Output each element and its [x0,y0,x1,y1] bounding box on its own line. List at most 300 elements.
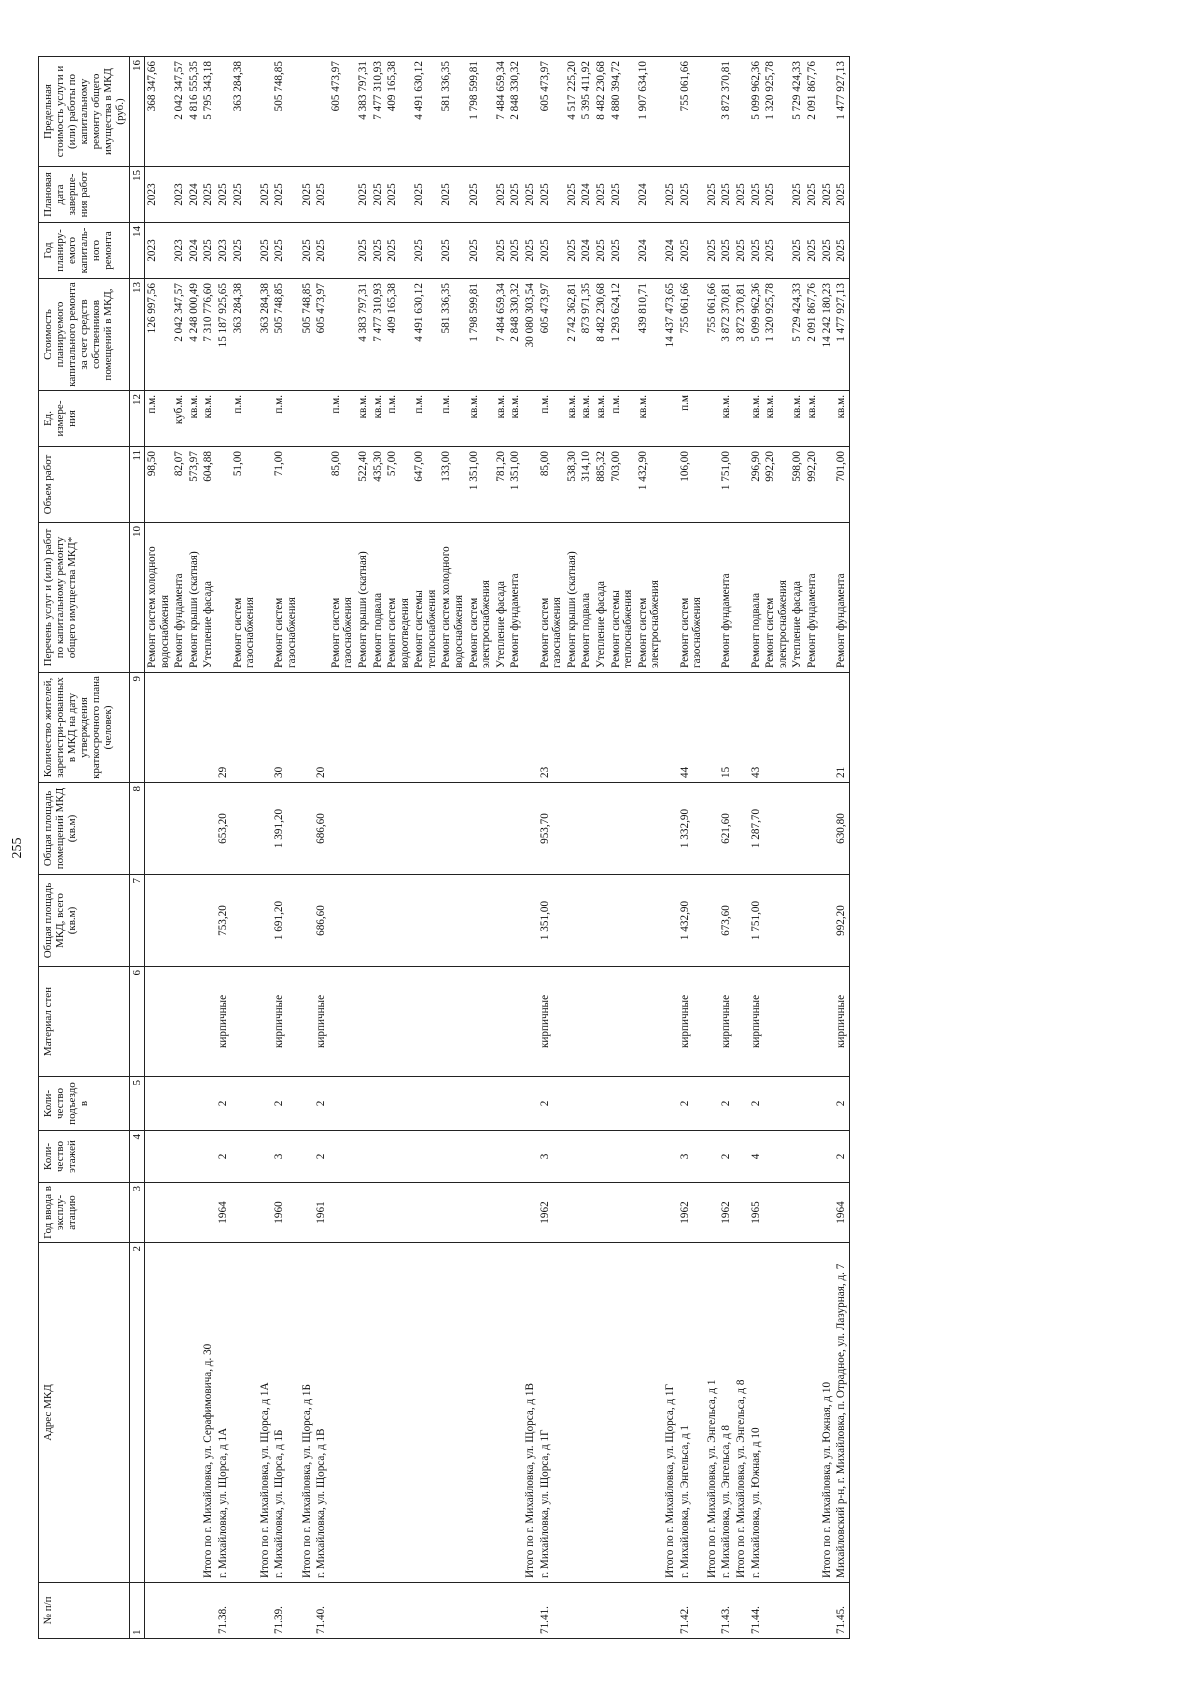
wall-material [609,967,636,1077]
house-row [749,57,764,1639]
column-number-3: 3 [130,1183,145,1243]
rooms-area [734,783,749,875]
floors-count: 4 [749,1131,764,1183]
entrances-count: 2 [834,1077,849,1131]
residents-count [820,673,835,783]
wall-material [172,967,187,1077]
year-built [172,1183,187,1243]
work-volume [734,447,749,523]
repair-year: 2025 [385,223,412,279]
row-number [412,1583,439,1639]
work-volume: 85,00 [538,447,565,523]
year-built: 1962 [538,1183,565,1243]
floors-count [258,1131,273,1183]
wall-material: кирпичные [749,967,764,1077]
column-number-6: 6 [130,967,145,1077]
rooms-area: 1 332,90 [678,783,705,875]
address [385,1243,412,1583]
year-built: 1961 [314,1183,329,1243]
work-cost: 4 248 000,49 [187,279,202,391]
entrances-count [508,1077,523,1131]
work-cost: 3 872 370,81 [719,279,734,391]
work-volume: 703,00 [609,447,636,523]
total-area [663,875,678,967]
work-unit [820,391,835,447]
rooms-area: 953,70 [538,783,565,875]
work-name: Ремонт систем электроснабжения [763,523,790,673]
limit-cost: 581 336,35 [439,57,466,167]
entrances-count [145,1077,173,1131]
register-sheet [10,57,1148,1639]
limit-cost: 5 099 962,36 [749,57,764,167]
address: г. Михайловка, ул. Энгельса, д 1 [678,1243,705,1583]
completion-date: 2025 [820,167,835,223]
entrances-count [705,1077,720,1131]
rooms-area [187,783,202,875]
residents-count [371,673,386,783]
total-row [663,57,678,1639]
work-name [258,523,273,673]
year-built [523,1183,538,1243]
floors-count [187,1131,202,1183]
total-area [805,875,820,967]
completion-date: 2025 [609,167,636,223]
year-built [231,1183,258,1243]
year-built: 1960 [272,1183,299,1243]
entrances-count: 2 [678,1077,705,1131]
completion-date: 2025 [719,167,734,223]
row-number [594,1583,609,1639]
entrances-count [412,1077,439,1131]
limit-cost: 363 284,38 [231,57,258,167]
total-area [763,875,790,967]
work-cost: 505 748,85 [272,279,299,391]
column-header-4: Коли-чество этажей [39,1131,130,1183]
house-row [216,57,231,1639]
total-row [523,57,538,1639]
entrances-count: 2 [719,1077,734,1131]
address [494,1243,509,1583]
wall-material [508,967,523,1077]
entrances-count [636,1077,663,1131]
residents-count [565,673,580,783]
total-area [820,875,835,967]
rooms-area [663,783,678,875]
house-row [314,57,329,1639]
work-unit: кв.м. [636,391,663,447]
year-built [734,1183,749,1243]
address [231,1243,258,1583]
floors-count: 3 [678,1131,705,1183]
limit-cost: 505 748,85 [272,57,299,167]
house-row [719,57,734,1639]
total-area [371,875,386,967]
work-name: Ремонт систем водоотведения [385,523,412,673]
work-name: Ремонт систем газоснабжения [678,523,705,673]
work-unit: кв.м. [834,391,849,447]
wall-material [734,967,749,1077]
floors-count [467,1131,494,1183]
wall-material [385,967,412,1077]
address [790,1243,805,1583]
residents-count [594,673,609,783]
repair-year: 2023 [216,223,231,279]
total-label: Итого по г. Михайловка, ул. Щорса, д 1В [523,1243,538,1583]
year-built [763,1183,790,1243]
work-row [790,57,805,1639]
address [439,1243,466,1583]
work-volume: 98,50 [145,447,173,523]
completion-date: 2025 [494,167,509,223]
repair-year: 2025 [705,223,720,279]
column-number-15: 15 [130,167,145,223]
rooms-area: 630,80 [834,783,849,875]
limit-cost: 1 477 927,13 [834,57,849,167]
rooms-area [371,783,386,875]
limit-cost: 4 880 394,72 [609,57,636,167]
limit-cost: 7 484 659,34 [494,57,509,167]
residents-count [663,673,678,783]
work-volume: 57,00 [385,447,412,523]
wall-material [329,967,356,1077]
work-cost: 15 187 925,65 [216,279,231,391]
address [145,1243,173,1583]
wall-material [412,967,439,1077]
repair-year: 2024 [663,223,678,279]
house-row [678,57,705,1639]
work-volume [314,447,329,523]
work-volume: 51,00 [231,447,258,523]
column-number-11: 11 [130,447,145,523]
wall-material: кирпичные [314,967,329,1077]
work-cost: 4 383 797,31 [356,279,371,391]
floors-count [329,1131,356,1183]
floors-count [300,1131,315,1183]
entrances-count [820,1077,835,1131]
total-row [201,57,216,1639]
column-header-13: Стоимость планируемого капитального ремонта за счет средств собственников помещений в МКД, [39,279,130,391]
floors-count [494,1131,509,1183]
completion-date: 2025 [201,167,216,223]
total-area [790,875,805,967]
work-row [172,57,187,1639]
entrances-count [763,1077,790,1131]
column-number-12: 12 [130,391,145,447]
row-number [609,1583,636,1639]
year-built [790,1183,805,1243]
repair-year: 2025 [439,223,466,279]
work-name: Ремонт крыши (скатная) [187,523,202,673]
total-area [579,875,594,967]
address: г. Михайловка, ул. Щорса, д 1В [314,1243,329,1583]
row-number [371,1583,386,1639]
limit-cost: 7 477 310,93 [371,57,386,167]
column-number-7: 7 [130,875,145,967]
repair-year: 2025 [272,223,299,279]
total-area [385,875,412,967]
total-area [258,875,273,967]
rooms-area [609,783,636,875]
work-unit: кв.м. [719,391,734,447]
total-row [705,57,720,1639]
floors-count [371,1131,386,1183]
entrances-count [231,1077,258,1131]
work-row [805,57,820,1639]
work-cost: 505 748,85 [300,279,315,391]
rooms-area [494,783,509,875]
year-built [439,1183,466,1243]
column-header-14: Год планиру-емого капиталь-ного ремонта [39,223,130,279]
work-row [508,57,523,1639]
work-row [636,57,663,1639]
limit-cost [734,57,749,167]
completion-date: 2025 [385,167,412,223]
work-name [734,523,749,673]
entrances-count [594,1077,609,1131]
wall-material [805,967,820,1077]
year-built [579,1183,594,1243]
residents-count [412,673,439,783]
work-name: Утепление фасада [790,523,805,673]
completion-date: 2023 [145,167,173,223]
repair-year: 2025 [719,223,734,279]
work-volume: 992,20 [805,447,820,523]
row-number: 71.44. [749,1583,764,1639]
year-built [609,1183,636,1243]
work-cost: 755 061,66 [678,279,705,391]
work-row [412,57,439,1639]
wall-material: кирпичные [216,967,231,1077]
completion-date: 2025 [834,167,849,223]
column-header-16: Предельная стоимость услуги и (или) работы по капитальному ремонту общего имущества в МКД (руб.) [39,57,130,167]
entrances-count [187,1077,202,1131]
address [609,1243,636,1583]
residents-count [467,673,494,783]
year-built [187,1183,202,1243]
house-row [538,57,565,1639]
residents-count [609,673,636,783]
repair-year: 2025 [314,223,329,279]
wall-material: кирпичные [272,967,299,1077]
floors-count [594,1131,609,1183]
repair-year: 2025 [467,223,494,279]
work-cost: 409 165,38 [385,279,412,391]
work-unit [314,391,329,447]
address [579,1243,594,1583]
entrances-count [494,1077,509,1131]
row-number [820,1583,835,1639]
row-number [145,1583,173,1639]
residents-count [705,673,720,783]
limit-cost: 8 482 230,68 [594,57,609,167]
floors-count: 3 [272,1131,299,1183]
work-unit: кв.м. [201,391,216,447]
row-number [790,1583,805,1639]
residents-count: 44 [678,673,705,783]
work-unit [523,391,538,447]
wall-material [565,967,580,1077]
floors-count [636,1131,663,1183]
entrances-count [579,1077,594,1131]
wall-material: кирпичные [834,967,849,1077]
row-number [663,1583,678,1639]
rooms-area [763,783,790,875]
work-cost: 1 477 927,13 [834,279,849,391]
total-area [145,875,173,967]
work-row [439,57,466,1639]
entrances-count [609,1077,636,1131]
year-built [565,1183,580,1243]
work-cost: 2 091 867,76 [805,279,820,391]
wall-material: кирпичные [538,967,565,1077]
repair-year: 2025 [356,223,371,279]
row-number [763,1583,790,1639]
residents-count [805,673,820,783]
column-header-11: Объем работ [39,447,130,523]
work-name: Утепление фасада [494,523,509,673]
work-volume: 573,97 [187,447,202,523]
entrances-count: 2 [216,1077,231,1131]
total-area [636,875,663,967]
completion-date: 2025 [300,167,315,223]
limit-cost: 5 795 343,18 [201,57,216,167]
row-number [734,1583,749,1639]
residents-count: 43 [749,673,764,783]
limit-cost: 409 165,38 [385,57,412,167]
entrances-count: 2 [538,1077,565,1131]
completion-date: 2025 [508,167,523,223]
completion-date: 2025 [734,167,749,223]
work-cost: 605 473,97 [538,279,565,391]
year-built [467,1183,494,1243]
completion-date: 2025 [805,167,820,223]
work-cost: 7 484 659,34 [494,279,509,391]
row-number [356,1583,371,1639]
repair-year: 2025 [538,223,565,279]
completion-date: 2025 [538,167,565,223]
row-number: 71.39. [272,1583,299,1639]
floors-count [508,1131,523,1183]
repair-year: 2025 [523,223,538,279]
repair-year: 2025 [594,223,609,279]
work-unit: п.м [678,391,705,447]
total-area [467,875,494,967]
residents-count [523,673,538,783]
work-row [356,57,371,1639]
entrances-count [300,1077,315,1131]
repair-year: 2025 [300,223,315,279]
completion-date: 2025 [314,167,329,223]
address [412,1243,439,1583]
address [508,1243,523,1583]
work-name: Ремонт подвала [749,523,764,673]
work-name: Ремонт фундамента [719,523,734,673]
year-built [371,1183,386,1243]
entrances-count [663,1077,678,1131]
floors-count: 3 [538,1131,565,1183]
year-built [494,1183,509,1243]
residents-count [385,673,412,783]
limit-cost: 5 729 424,33 [790,57,805,167]
limit-cost: 4 491 630,12 [412,57,439,167]
repair-year: 2025 [678,223,705,279]
wall-material [763,967,790,1077]
work-unit: кв.м. [356,391,371,447]
address: г. Михайловка, ул. Щорса, д 1Б [272,1243,299,1583]
completion-date: 2025 [439,167,466,223]
limit-cost: 5 395 411,92 [579,57,594,167]
address [594,1243,609,1583]
work-volume [820,447,835,523]
total-area [356,875,371,967]
repair-year: 2025 [412,223,439,279]
repair-year: 2025 [834,223,849,279]
work-cost: 363 284,38 [231,279,258,391]
rooms-area [705,783,720,875]
row-number [565,1583,580,1639]
row-number [258,1583,273,1639]
entrances-count [439,1077,466,1131]
limit-cost [705,57,720,167]
wall-material [579,967,594,1077]
work-unit: кв.м. [805,391,820,447]
work-name: Ремонт крыши (скатная) [565,523,580,673]
total-row [300,57,315,1639]
work-volume: 314,10 [579,447,594,523]
limit-cost [300,57,315,167]
entrances-count [356,1077,371,1131]
column-number-13: 13 [130,279,145,391]
completion-date: 2025 [356,167,371,223]
residents-count: 21 [834,673,849,783]
total-area [300,875,315,967]
work-unit: кв.м. [594,391,609,447]
completion-date: 2025 [216,167,231,223]
total-area: 673,60 [719,875,734,967]
rooms-area [439,783,466,875]
rooms-area [508,783,523,875]
row-number [467,1583,494,1639]
wall-material [494,967,509,1077]
work-row [467,57,494,1639]
completion-date [329,167,356,223]
limit-cost [663,57,678,167]
row-number [508,1583,523,1639]
column-header-8: Общая площадь помещений МКД (кв.м) [39,783,130,875]
completion-date: 2025 [749,167,764,223]
completion-date: 2025 [371,167,386,223]
row-number [494,1583,509,1639]
year-built [385,1183,412,1243]
total-row [820,57,835,1639]
column-number-2: 2 [130,1243,145,1583]
work-volume: 85,00 [329,447,356,523]
work-cost: 14 242 180,23 [820,279,835,391]
work-name: Ремонт фундамента [834,523,849,673]
total-label: Итого по г. Михайловка, ул. Южная, д 10 [820,1243,835,1583]
rooms-area [300,783,315,875]
work-cost: 363 284,38 [258,279,273,391]
work-name: Ремонт систем газоснабжения [272,523,299,673]
work-volume: 781,20 [494,447,509,523]
limit-cost: 755 061,66 [678,57,705,167]
work-name: Ремонт систем холодного водоснабжения [145,523,173,673]
limit-cost: 368 347,66 [145,57,173,167]
completion-date: 2025 [678,167,705,223]
entrances-count [172,1077,187,1131]
address: г. Михайловка, ул. Энгельса, д 8 [719,1243,734,1583]
work-unit: п.м. [145,391,173,447]
